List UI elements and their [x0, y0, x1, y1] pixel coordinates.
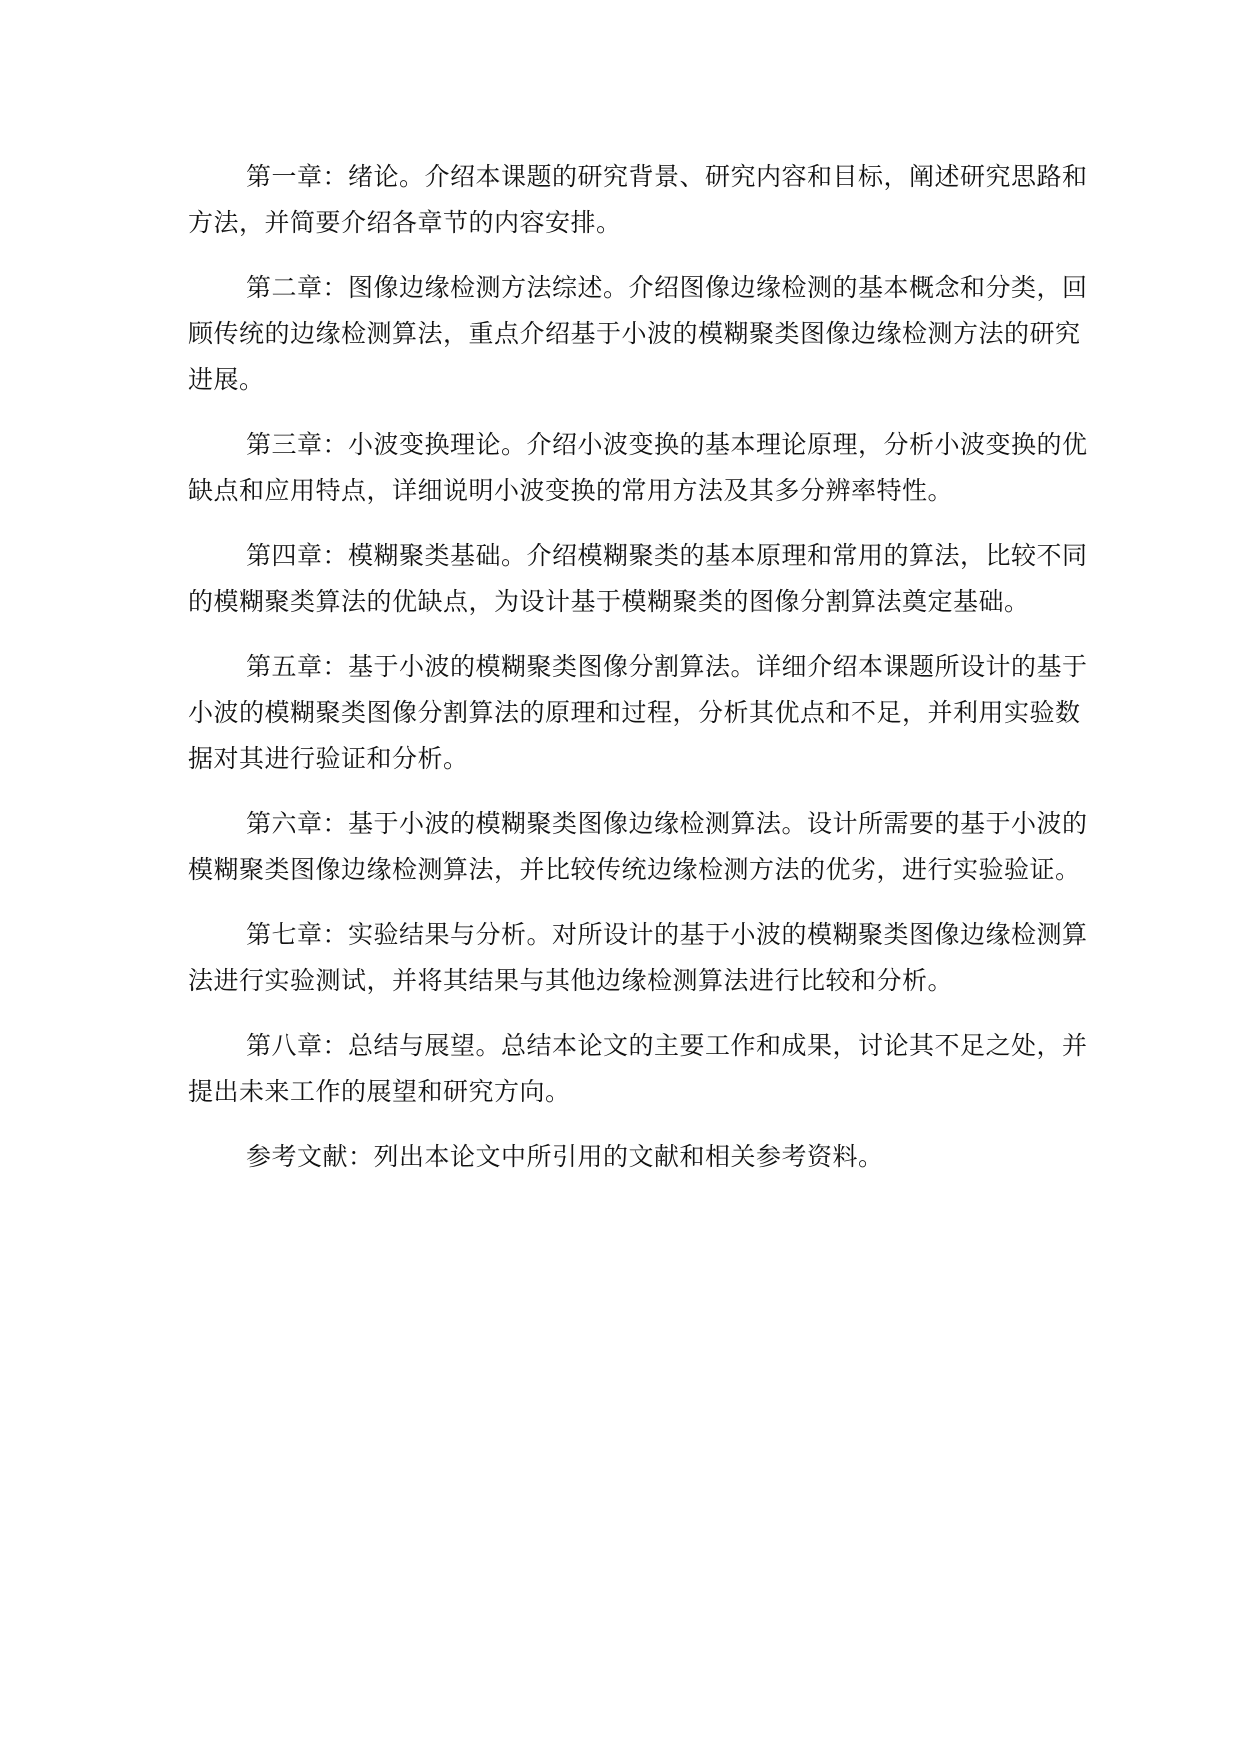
paragraph-chapter-1 — [188, 154, 1088, 246]
paragraph-label: 第三章： — [246, 430, 349, 459]
paragraph-text: 模糊聚类基础。介绍模糊聚类的基本原理和常用的算法，比较不同的模糊聚类算法的优缺点，为设计基于模糊聚类的图像分割算法奠定基础。 — [188, 541, 1088, 616]
paragraph-label: 第五章： — [246, 652, 349, 681]
paragraph-label: 第八章： — [246, 1031, 349, 1060]
paragraph-chapter-5 — [188, 644, 1088, 782]
paragraph-label: 第二章： — [246, 273, 349, 302]
paragraph-chapter-7 — [188, 912, 1088, 1004]
paragraph-label: 第一章： — [246, 162, 349, 191]
paragraph-text: 实验结果与分析。对所设计的基于小波的模糊聚类图像边缘检测算法进行实验测试，并将其结果与其他边缘检测算法进行比较和分析。 — [188, 920, 1088, 995]
paragraph-chapter-8 — [188, 1023, 1088, 1115]
paragraph-text: 基于小波的模糊聚类图像边缘检测算法。设计所需要的基于小波的模糊聚类图像边缘检测算法，并比较传统边缘检测方法的优劣，进行实验验证。 — [188, 809, 1088, 884]
paragraph-references — [188, 1134, 1088, 1180]
paragraph-label: 参考文献： — [246, 1142, 374, 1171]
paragraph-label: 第四章： — [246, 541, 349, 570]
paragraph-chapter-3 — [188, 422, 1088, 514]
paragraph-text: 图像边缘检测方法综述。介绍图像边缘检测的基本概念和分类，回顾传统的边缘检测算法，重点介绍基于小波的模糊聚类图像边缘检测方法的研究进展。 — [188, 273, 1088, 394]
paragraph-text: 基于小波的模糊聚类图像分割算法。详细介绍本课题所设计的基于小波的模糊聚类图像分割算法的原理和过程，分析其优点和不足，并利用实验数据对其进行验证和分析。 — [188, 652, 1088, 773]
paragraph-text: 总结与展望。总结本论文的主要工作和成果，讨论其不足之处，并提出未来工作的展望和研究方向。 — [188, 1031, 1088, 1106]
paragraph-label: 第六章： — [246, 809, 349, 838]
paragraph-label: 第七章： — [246, 920, 349, 949]
paragraph-text: 小波变换理论。介绍小波变换的基本理论原理，分析小波变换的优缺点和应用特点，详细说明小波变换的常用方法及其多分辨率特性。 — [188, 430, 1088, 505]
paragraph-chapter-4 — [188, 533, 1088, 625]
chapter-overview — [188, 154, 1088, 1199]
paragraph-text: 绪论。介绍本课题的研究背景、研究内容和目标，阐述研究思路和方法，并简要介绍各章节的内容安排。 — [188, 162, 1088, 237]
paragraph-chapter-6 — [188, 801, 1088, 893]
paragraph-text: 列出本论文中所引用的文献和相关参考资料。 — [373, 1142, 884, 1171]
paragraph-chapter-2 — [188, 265, 1088, 403]
